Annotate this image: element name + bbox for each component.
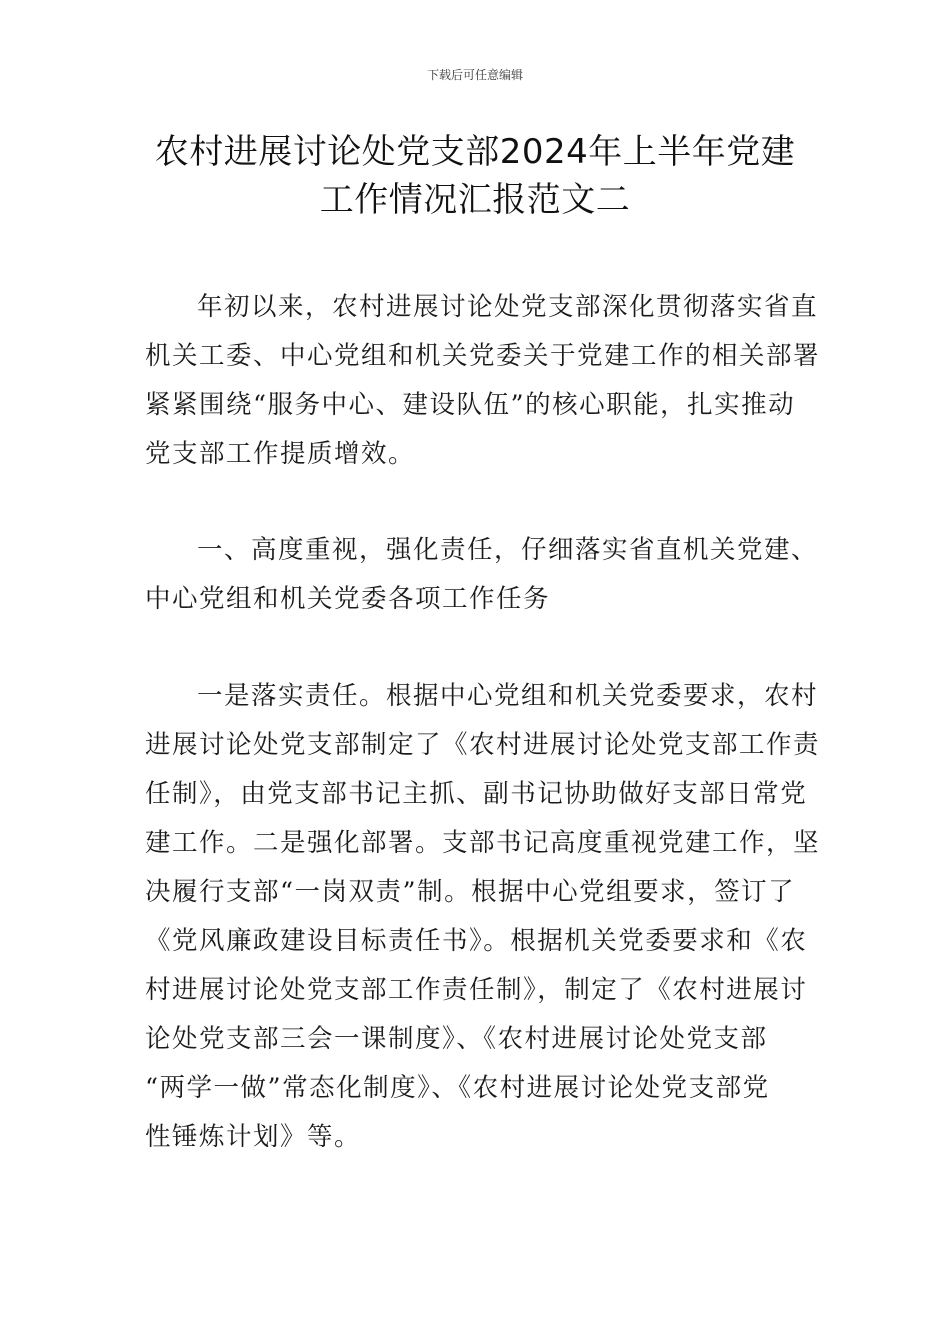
section-heading-1 (145, 526, 819, 624)
text-line: 年初以来，农村进展讨论处党支部深化贯彻落实省直 (197, 292, 819, 322)
text-line: 论处党支部三会一课制度》、《农村进展讨论处党支部 (145, 1024, 768, 1054)
title-line-2: 工作情况汇报范文二 (319, 180, 631, 220)
text-line: 任制》，由党支部书记主抓、副书记协助做好支部日常党 (145, 779, 808, 809)
document-title (140, 128, 810, 224)
text-line: 紧紧围绕“服务中心、建设队伍”的核心职能，扎实推动 (145, 390, 796, 420)
paragraph-detail (145, 672, 821, 1162)
text-line: 决履行支部“一岗双责”制。根据中心党组要求，签订了 (145, 877, 796, 907)
text-line: “两学一做”常态化制度》、《农村进展讨论处党支部党 (145, 1073, 770, 1103)
text-line: 中心党组和机关党委各项工作任务 (145, 584, 551, 614)
text-line: 进展讨论处党支部制定了《农村进展讨论处党支部工作责 (145, 730, 821, 760)
text-line: 一是落实责任。根据中心党组和机关党委要求，农村 (197, 681, 819, 711)
paragraph-intro (145, 283, 821, 479)
text-line: 建工作。二是强化部署。支部书记高度重视党建工作，坚 (145, 828, 821, 858)
text-line: 村进展讨论处党支部工作责任制》，制定了《农村进展讨 (145, 975, 808, 1005)
text-line: 性锤炼计划》等。 (145, 1122, 362, 1152)
text-line: 《党风廉政建设目标责任书》。根据机关党委要求和《农 (145, 926, 808, 956)
title-line-1: 农村进展讨论处党支部2024年上半年党建 (154, 132, 796, 172)
text-line: 党支部工作提质增效。 (145, 439, 416, 469)
header-note: 下载后可任意编辑 (426, 68, 523, 82)
text-line: 一、高度重视，强化责任，仔细落实省直机关党建、 (197, 535, 819, 565)
text-line: 机关工委、中心党组和机关党委关于党建工作的相关部署 (145, 341, 821, 371)
